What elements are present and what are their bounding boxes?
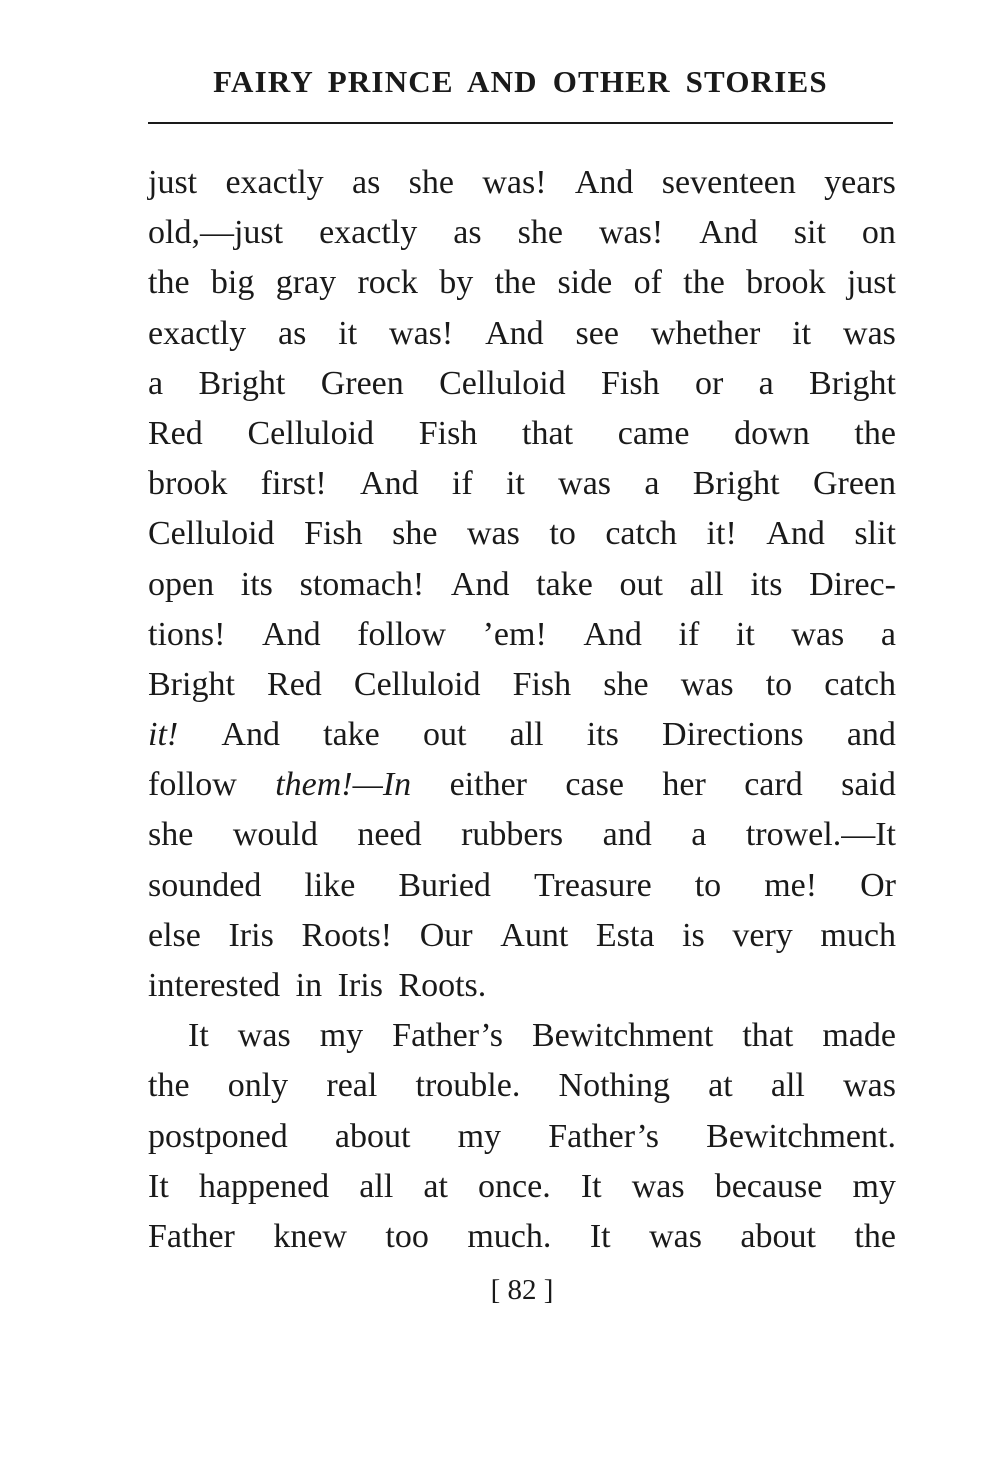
text-line: Red Celluloid Fish that came down the [148, 414, 896, 452]
text-line: brook first! And if it was a Bright Green [148, 465, 896, 503]
text-line: the only real trouble. Nothing at all was [148, 1067, 896, 1105]
text-line: It was my Father’s Bewitchment that made [188, 1017, 896, 1055]
text-line: it! And take out all its Directions and [148, 710, 896, 760]
header-rule [148, 122, 893, 124]
text-line: sounded like Buried Treasure to me! Or [148, 866, 896, 904]
page-number: [ 82 ] [490, 1274, 554, 1306]
text-line: the big gray rock by the side of the brook just [148, 264, 896, 302]
text-line: interested in Iris Roots. [148, 967, 487, 1004]
text-line: follow them!—In either case her card said [148, 760, 896, 810]
text-line: a Bright Green Celluloid Fish or a Bright [148, 364, 896, 402]
emphasis-word: them!—In [275, 766, 412, 804]
text-line: open its stomach! And take out all its Direc- [148, 565, 896, 603]
running-head: FAIRY PRINCE AND OTHER STORIES [213, 64, 828, 99]
body-text [148, 158, 896, 1262]
text-line: postponed about my Father’s Bewitchment. [148, 1117, 896, 1155]
text-line: old,—just exactly as she was! And sit on [148, 214, 896, 252]
text-line: just exactly as she was! And seventeen years [148, 164, 896, 201]
text-line: she would need rubbers and a trowel.—It [148, 816, 896, 854]
text-line: tions! And follow ’em! And if it was a [148, 615, 896, 653]
text-line: It happened all at once. It was because my [148, 1167, 896, 1205]
text-line: Bright Red Celluloid Fish she was to catch [148, 665, 896, 703]
text-line: Celluloid Fish she was to catch it! And slit [148, 515, 896, 553]
emphasis: it! [148, 716, 179, 754]
text-line: Father knew too much. It was about the [148, 1217, 896, 1255]
text-line: else Iris Roots! Our Aunt Esta is very much [148, 916, 896, 954]
text-line: exactly as it was! And see whether it was [148, 314, 896, 352]
